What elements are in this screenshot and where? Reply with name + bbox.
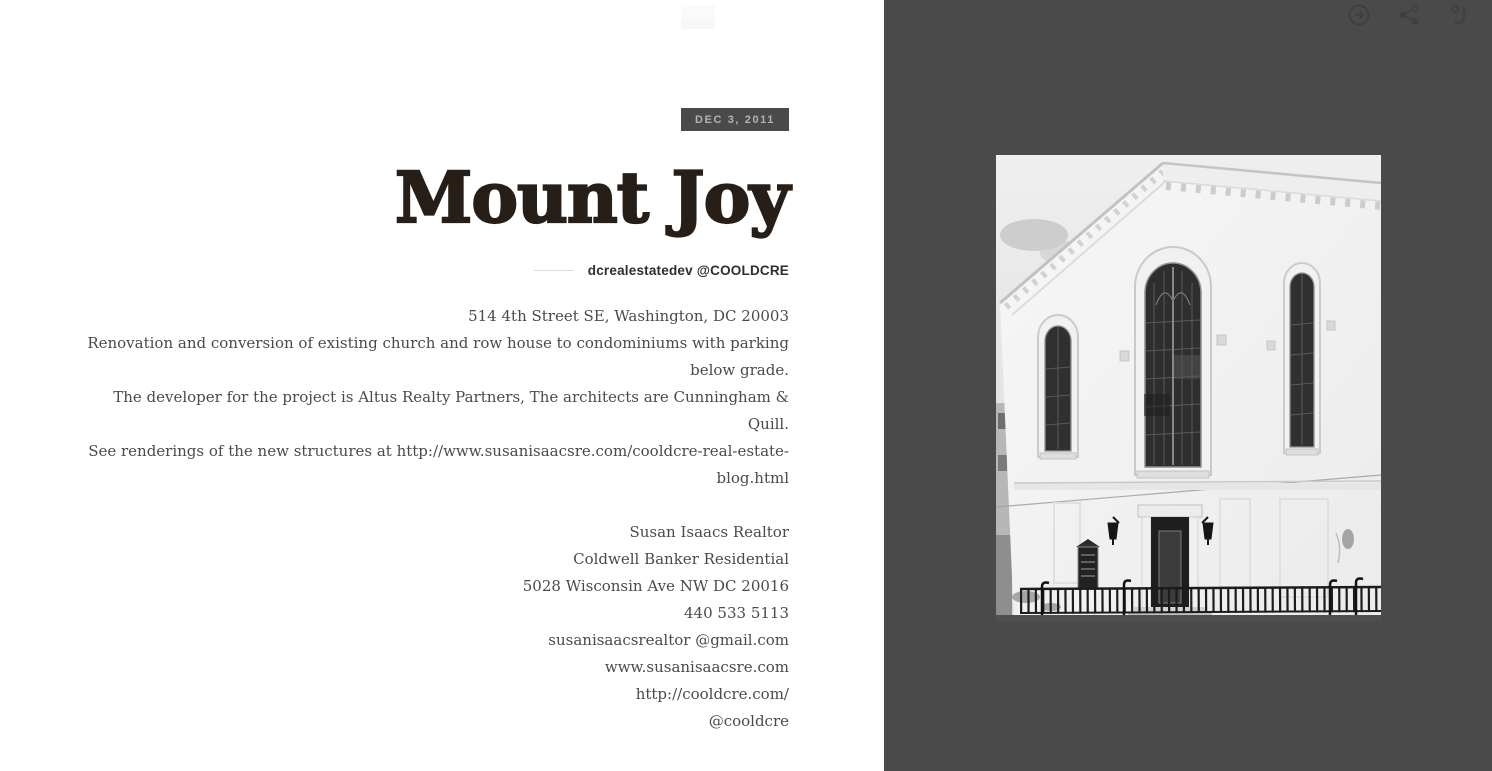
- body-line: See renderings of the new structures at http://www.susanisaacsre.com/cooldcre-real-estate-blog.html: [88, 442, 789, 487]
- media-toolbar: [1346, 2, 1472, 28]
- post-photo[interactable]: [996, 155, 1381, 622]
- reblog-icon[interactable]: [1446, 2, 1472, 28]
- share-icon[interactable]: [1396, 2, 1422, 28]
- post: [80, 0, 789, 735]
- body-line: The developer for the project is Altus Realty Partners, The architects are Cunningham & Quill.: [113, 388, 789, 433]
- post-date-badge[interactable]: DEC 3, 2011: [681, 108, 789, 131]
- post-byline[interactable]: [80, 263, 789, 278]
- contact-line: @cooldcre: [708, 712, 789, 730]
- body-line: Renovation and conversion of existing church and row house to condominiums with parking below grade.: [87, 334, 789, 379]
- contact-line: http://cooldcre.com/: [635, 685, 789, 703]
- contact-line: 5028 Wisconsin Ave NW DC 20016: [522, 577, 789, 595]
- body-line: 514 4th Street SE, Washington, DC 20003: [468, 307, 789, 325]
- contact-line: 440 533 5113: [684, 604, 789, 622]
- byline-dash: [534, 270, 574, 271]
- church-photo-illustration: [996, 155, 1381, 622]
- contact-line: Susan Isaacs Realtor: [629, 523, 789, 541]
- contact-info: [80, 519, 789, 735]
- post-title[interactable]: Mount Joy: [394, 156, 789, 239]
- media-panel: [884, 0, 1492, 771]
- lightbox-icon[interactable]: [1346, 2, 1372, 28]
- contact-line: susanisaacsrealtor @gmail.com: [548, 631, 789, 649]
- contact-line: Coldwell Banker Residential: [573, 550, 789, 568]
- contact-line: www.susanisaacsre.com: [604, 658, 789, 676]
- post-body: [80, 303, 789, 492]
- byline-author: dcrealestatedev @COOLDCRE: [587, 263, 789, 278]
